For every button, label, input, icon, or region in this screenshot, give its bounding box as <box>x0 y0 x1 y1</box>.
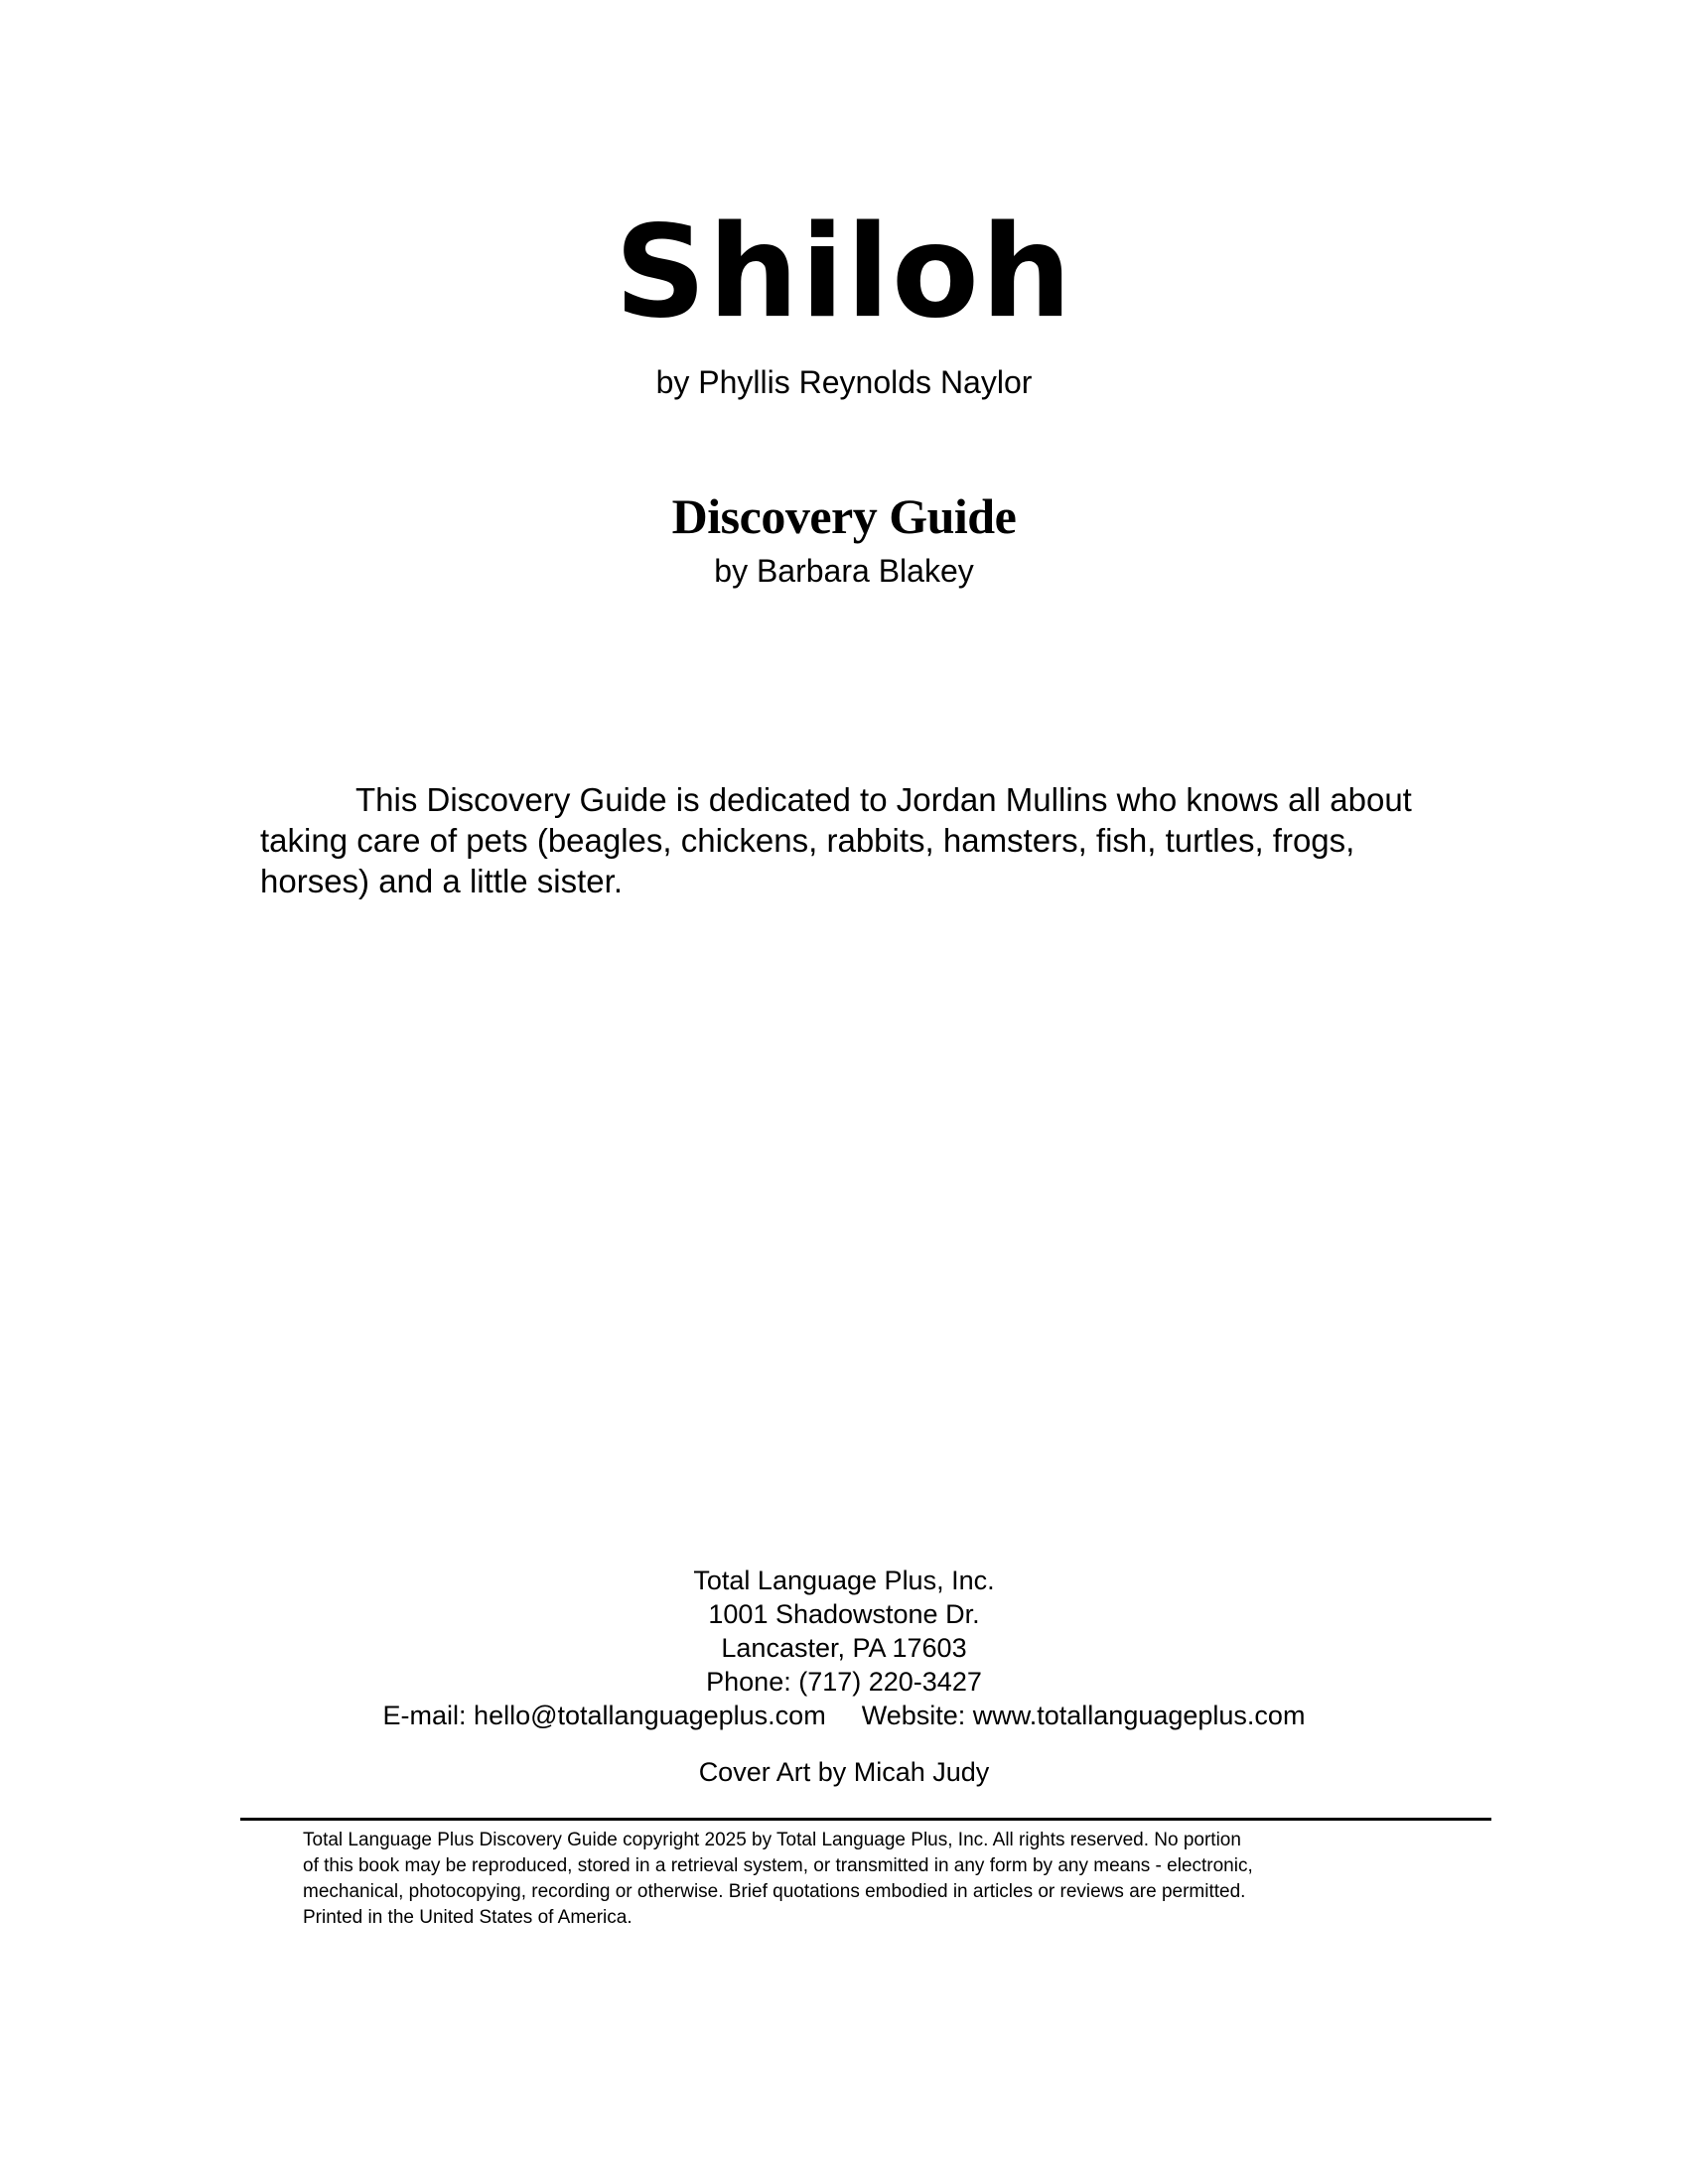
publisher-street: 1001 Shadowstone Dr. <box>708 1599 980 1629</box>
publisher-address-block <box>0 1564 1688 1699</box>
publisher-city: Lancaster, PA 17603 <box>721 1633 967 1663</box>
publisher-email: E-mail: hello@totallanguageplus.com <box>382 1701 826 1730</box>
guide-title: Discovery Guide <box>671 488 1017 544</box>
copyright-line: Printed in the United States of America. <box>303 1907 633 1928</box>
copyright-line: mechanical, photocopying, recording or otherwise. Brief quotations embodied in articles or reviews are permitted. <box>303 1881 1246 1902</box>
publisher-website: Website: www.totallanguageplus.com <box>861 1701 1306 1730</box>
horizontal-divider <box>240 1818 1491 1821</box>
book-title: Shiloh <box>614 199 1074 346</box>
guide-author: by Barbara Blakey <box>714 553 974 589</box>
copyright-line: Total Language Plus Discovery Guide copyright 2025 by Total Language Plus, Inc. All rights reserved. No portion <box>303 1830 1241 1850</box>
dedication-paragraph: This Discovery Guide is dedicated to Jordan Mullins who knows all about taking care of pets (beagles, chickens, rabbits, hamsters, fish, turtles, frogs, horses) and a little sister. <box>260 781 1412 899</box>
publisher-phone: Phone: (717) 220-3427 <box>706 1667 982 1697</box>
copyright-line: of this book may be reproduced, stored in a retrieval system, or transmitted in any form by any means - electronic, <box>303 1855 1253 1876</box>
copyright-notice <box>303 1828 1435 1931</box>
publisher-name: Total Language Plus, Inc. <box>693 1566 995 1595</box>
contact-line <box>0 1699 1688 1732</box>
cover-art-credit: Cover Art by Micah Judy <box>698 1757 990 1787</box>
book-author: by Phyllis Reynolds Naylor <box>655 364 1033 400</box>
